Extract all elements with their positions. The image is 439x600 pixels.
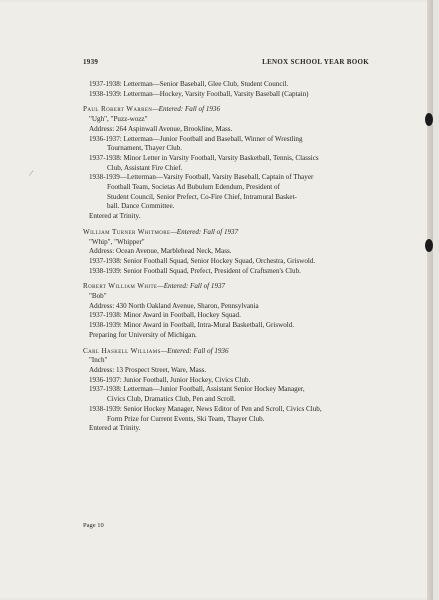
page-edge	[427, 0, 433, 600]
student-heading	[83, 282, 373, 292]
student-name: Carl Haskell Williams	[83, 346, 161, 355]
text-line: 1937-1938: Senior Football Squad, Senior Hockey Squad, Orchestra, Griswold.	[89, 256, 316, 265]
student-name: William Turner Whitmore	[83, 227, 171, 236]
text-line: 1938-1939—Letterman—Varsity Football, Varsity Baseball, Captain of Thayer	[89, 173, 314, 182]
text-line: Address: 13 Prospect Street, Ware, Mass.	[89, 365, 207, 374]
text-line: Football Team, Societas Ad Bubulum Edendum, President of	[107, 183, 280, 192]
text-line: "Inch"	[89, 356, 108, 365]
header-year: 1939	[83, 58, 99, 66]
binder-hole	[425, 113, 433, 126]
entered-date: —Entered: Fall of 1937	[157, 282, 226, 291]
text-line: Address: 430 North Oakland Avenue, Sharon, Pennsylvania	[89, 301, 259, 310]
text-line: 1938-1939: Letterman—Hockey, Varsity Football, Varsity Baseball (Captain)	[89, 89, 309, 98]
text-line: Form Prize for Current Events, Ski Team, Thayer Club.	[107, 414, 265, 423]
text-line: 1937-1938: Letterman—Junior Football, Assistant Senior Hockey Manager,	[89, 385, 305, 394]
entered-date: —Entered: Fall of 1937	[170, 227, 239, 236]
student-name: Robert William White	[83, 282, 158, 291]
text-line: Club, Assistant Fire Chief.	[107, 163, 183, 172]
text-line: Preparing for University of Michigan.	[89, 330, 197, 339]
entered-date: —Entered: Fall of 1936	[160, 346, 229, 355]
text-line: 1938-1939: Senior Football Squad, Prefect, President of Craftsmen's Club.	[89, 266, 301, 275]
text-line: Student Council, Senior Prefect, Co-Fire Chief, Intramural Basket-	[107, 192, 297, 201]
text-line: Address: Ocean Avenue, Marblehead Neck, Mass.	[89, 247, 232, 256]
text-line: 1937-1938: Minor Letter in Varsity Football, Varsity Basketball, Tennis, Classics	[89, 153, 319, 162]
entered-date: —Entered: Fall of 1936	[152, 105, 221, 114]
student-heading	[83, 347, 373, 357]
student-heading	[83, 228, 373, 238]
text-line: 1937-1938: Minor Award in Football, Hockey Squad.	[89, 311, 241, 320]
text-line: Civics Club, Dramatics Club, Pen and Scroll.	[107, 395, 236, 404]
text-line: 1936-1937: Junior Football, Junior Hockey, Civics Club.	[89, 375, 251, 384]
text-line: Entered at Trinity.	[89, 424, 141, 433]
student-heading	[83, 105, 373, 115]
text-line: Entered at Trinity.	[89, 212, 141, 221]
header-title: LENOX SCHOOL YEAR BOOK	[262, 58, 369, 66]
binder-hole	[425, 239, 433, 252]
text-line: 1938-1939: Minor Award in Football, Intra-Mural Basketball, Griswold.	[89, 321, 295, 330]
text-line: "Bob"	[89, 292, 107, 301]
page-content	[83, 80, 373, 434]
page-number: Page 10	[83, 522, 104, 529]
text-line: 1937-1938: Letterman—Senior Baseball, Glee Club, Student Council.	[89, 80, 289, 88]
text-line: Address: 264 Aspinwall Avenue, Brookline, Mass.	[89, 124, 233, 133]
pencil-mark: /	[28, 167, 35, 179]
running-header	[83, 58, 369, 70]
text-line: Tournament, Thayer Club.	[107, 144, 183, 153]
text-line: 1938-1939: Senior Hockey Manager, News Editor of Pen and Scroll, Civics Club,	[89, 404, 322, 413]
text-line: "Whip", "Whipper"	[89, 237, 145, 246]
text-line: "Ugh", "Puzz-wozz"	[89, 115, 148, 124]
text-line: 1936-1937: Letterman—Junior Football and Baseball, Winner of Wrestling	[89, 134, 303, 143]
text-line: ball. Dance Committee.	[107, 202, 175, 211]
student-name: Paul Robert Warren	[83, 105, 153, 114]
